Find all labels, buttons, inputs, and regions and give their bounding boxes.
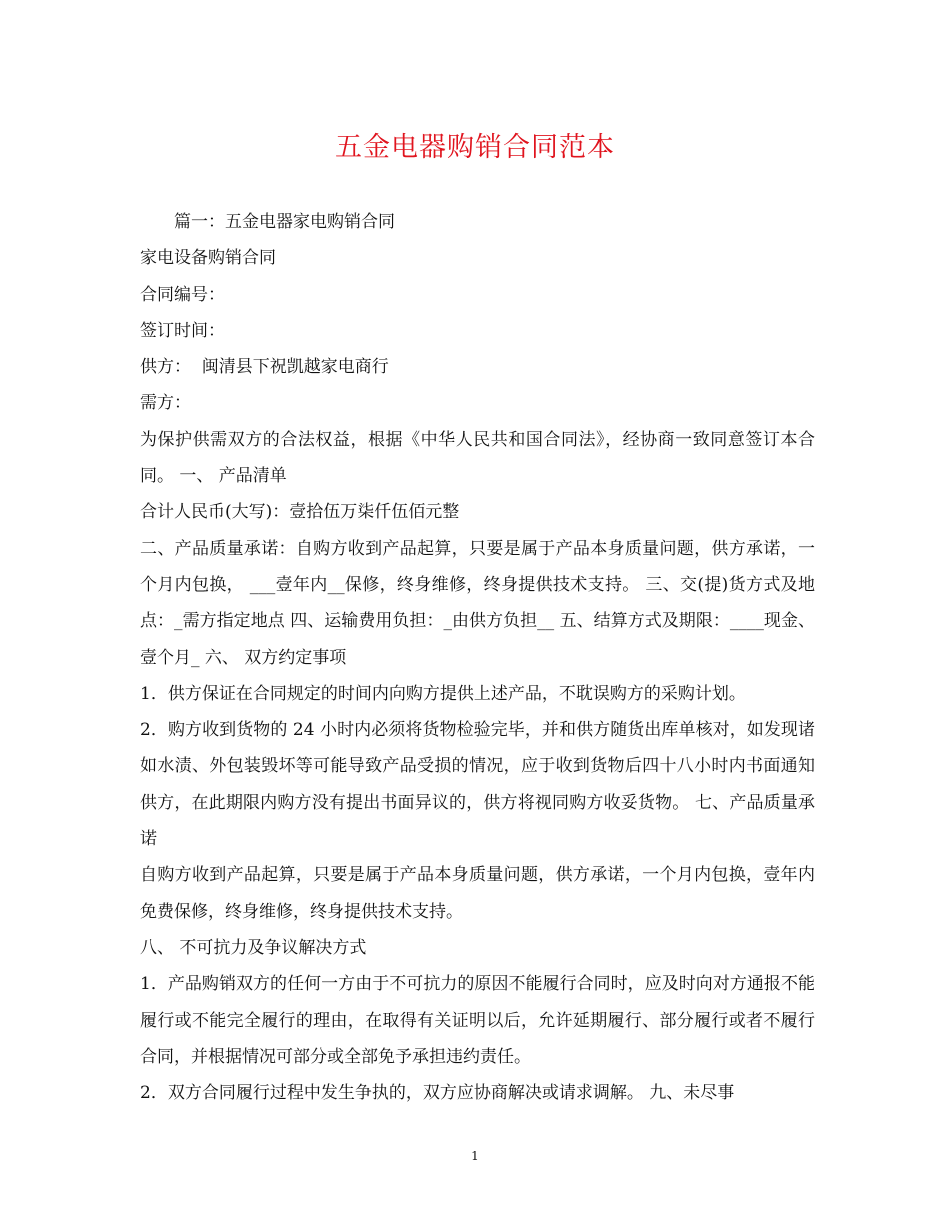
contract-number-label: 合同编号： [140,284,225,305]
section-heading: 篇一：五金电器家电购销合同 [174,212,395,232]
document-body [140,204,815,1111]
signing-date-label: 签订时间： [140,320,225,341]
quality-terms-paragraph: 二、产品质量承诺：自购方收到产品起算，只要是属于产品本身质量问题，供方承诺，一个月内包换， ___壹年内__保修，终身维修，终身提供技术支持。 三、交(提)货方式及地点：_需方指定地点 四、运输费用负担：_由供方负担__ 五、结算方式及期限：____现金、壹个月_ 六、 双方约定事项 [140,538,815,668]
page-number: 1 [471,1149,479,1163]
buyer-line: 需方： [140,393,191,414]
clause-paragraph: 2．双方合同履行过程中发生争执的，双方应协商解决或请求调解。 九、未尽事 [140,1083,735,1104]
clause-paragraph: 2．购方收到货物的 24 小时内必须将货物检验完毕，并和供方随货出库单核对，如发现诸如水渍、外包装毁坏等可能导致产品受损的情况，应于收到货物后四十八小时内书面通知供方，在此期限内购方没有提出书面异议的，供方将视同购方收妥货物。 七、产品质量承诺 [140,720,815,850]
contract-name: 家电设备购销合同 [140,248,276,269]
supplier-line: 供方： 闽清县下祝凯越家电商行 [140,357,389,378]
preamble-paragraph: 为保护供需双方的合法权益，根据《中华人民共和国合同法》，经协商一致同意签订本合同。 一、 产品清单 [140,429,815,487]
section-heading: 八、 不可抗力及争议解决方式 [140,937,367,958]
total-amount-line: 合计人民币(大写)：壹拾伍万柒仟伍佰元整 [140,502,460,523]
clause-paragraph: 1．产品购销双方的任何一方由于不可抗力的原因不能履行合同时，应及时向对方通报不能履行或不能完全履行的理由，在取得有关证明以后，允许延期履行、部分履行或者不履行合同，并根据情况可部分或全部免予承担违约责任。 [140,974,815,1067]
clause-paragraph: 1．供方保证在合同规定的时间内向购方提供上述产品，不耽误购方的采购计划。 [140,683,746,704]
document-title: 五金电器购销合同范本 [335,132,615,163]
quality-promise-paragraph: 自购方收到产品起算，只要是属于产品本身质量问题，供方承诺，一个月内包换，壹年内免费保修，终身维修，终身提供技术支持。 [140,865,815,922]
